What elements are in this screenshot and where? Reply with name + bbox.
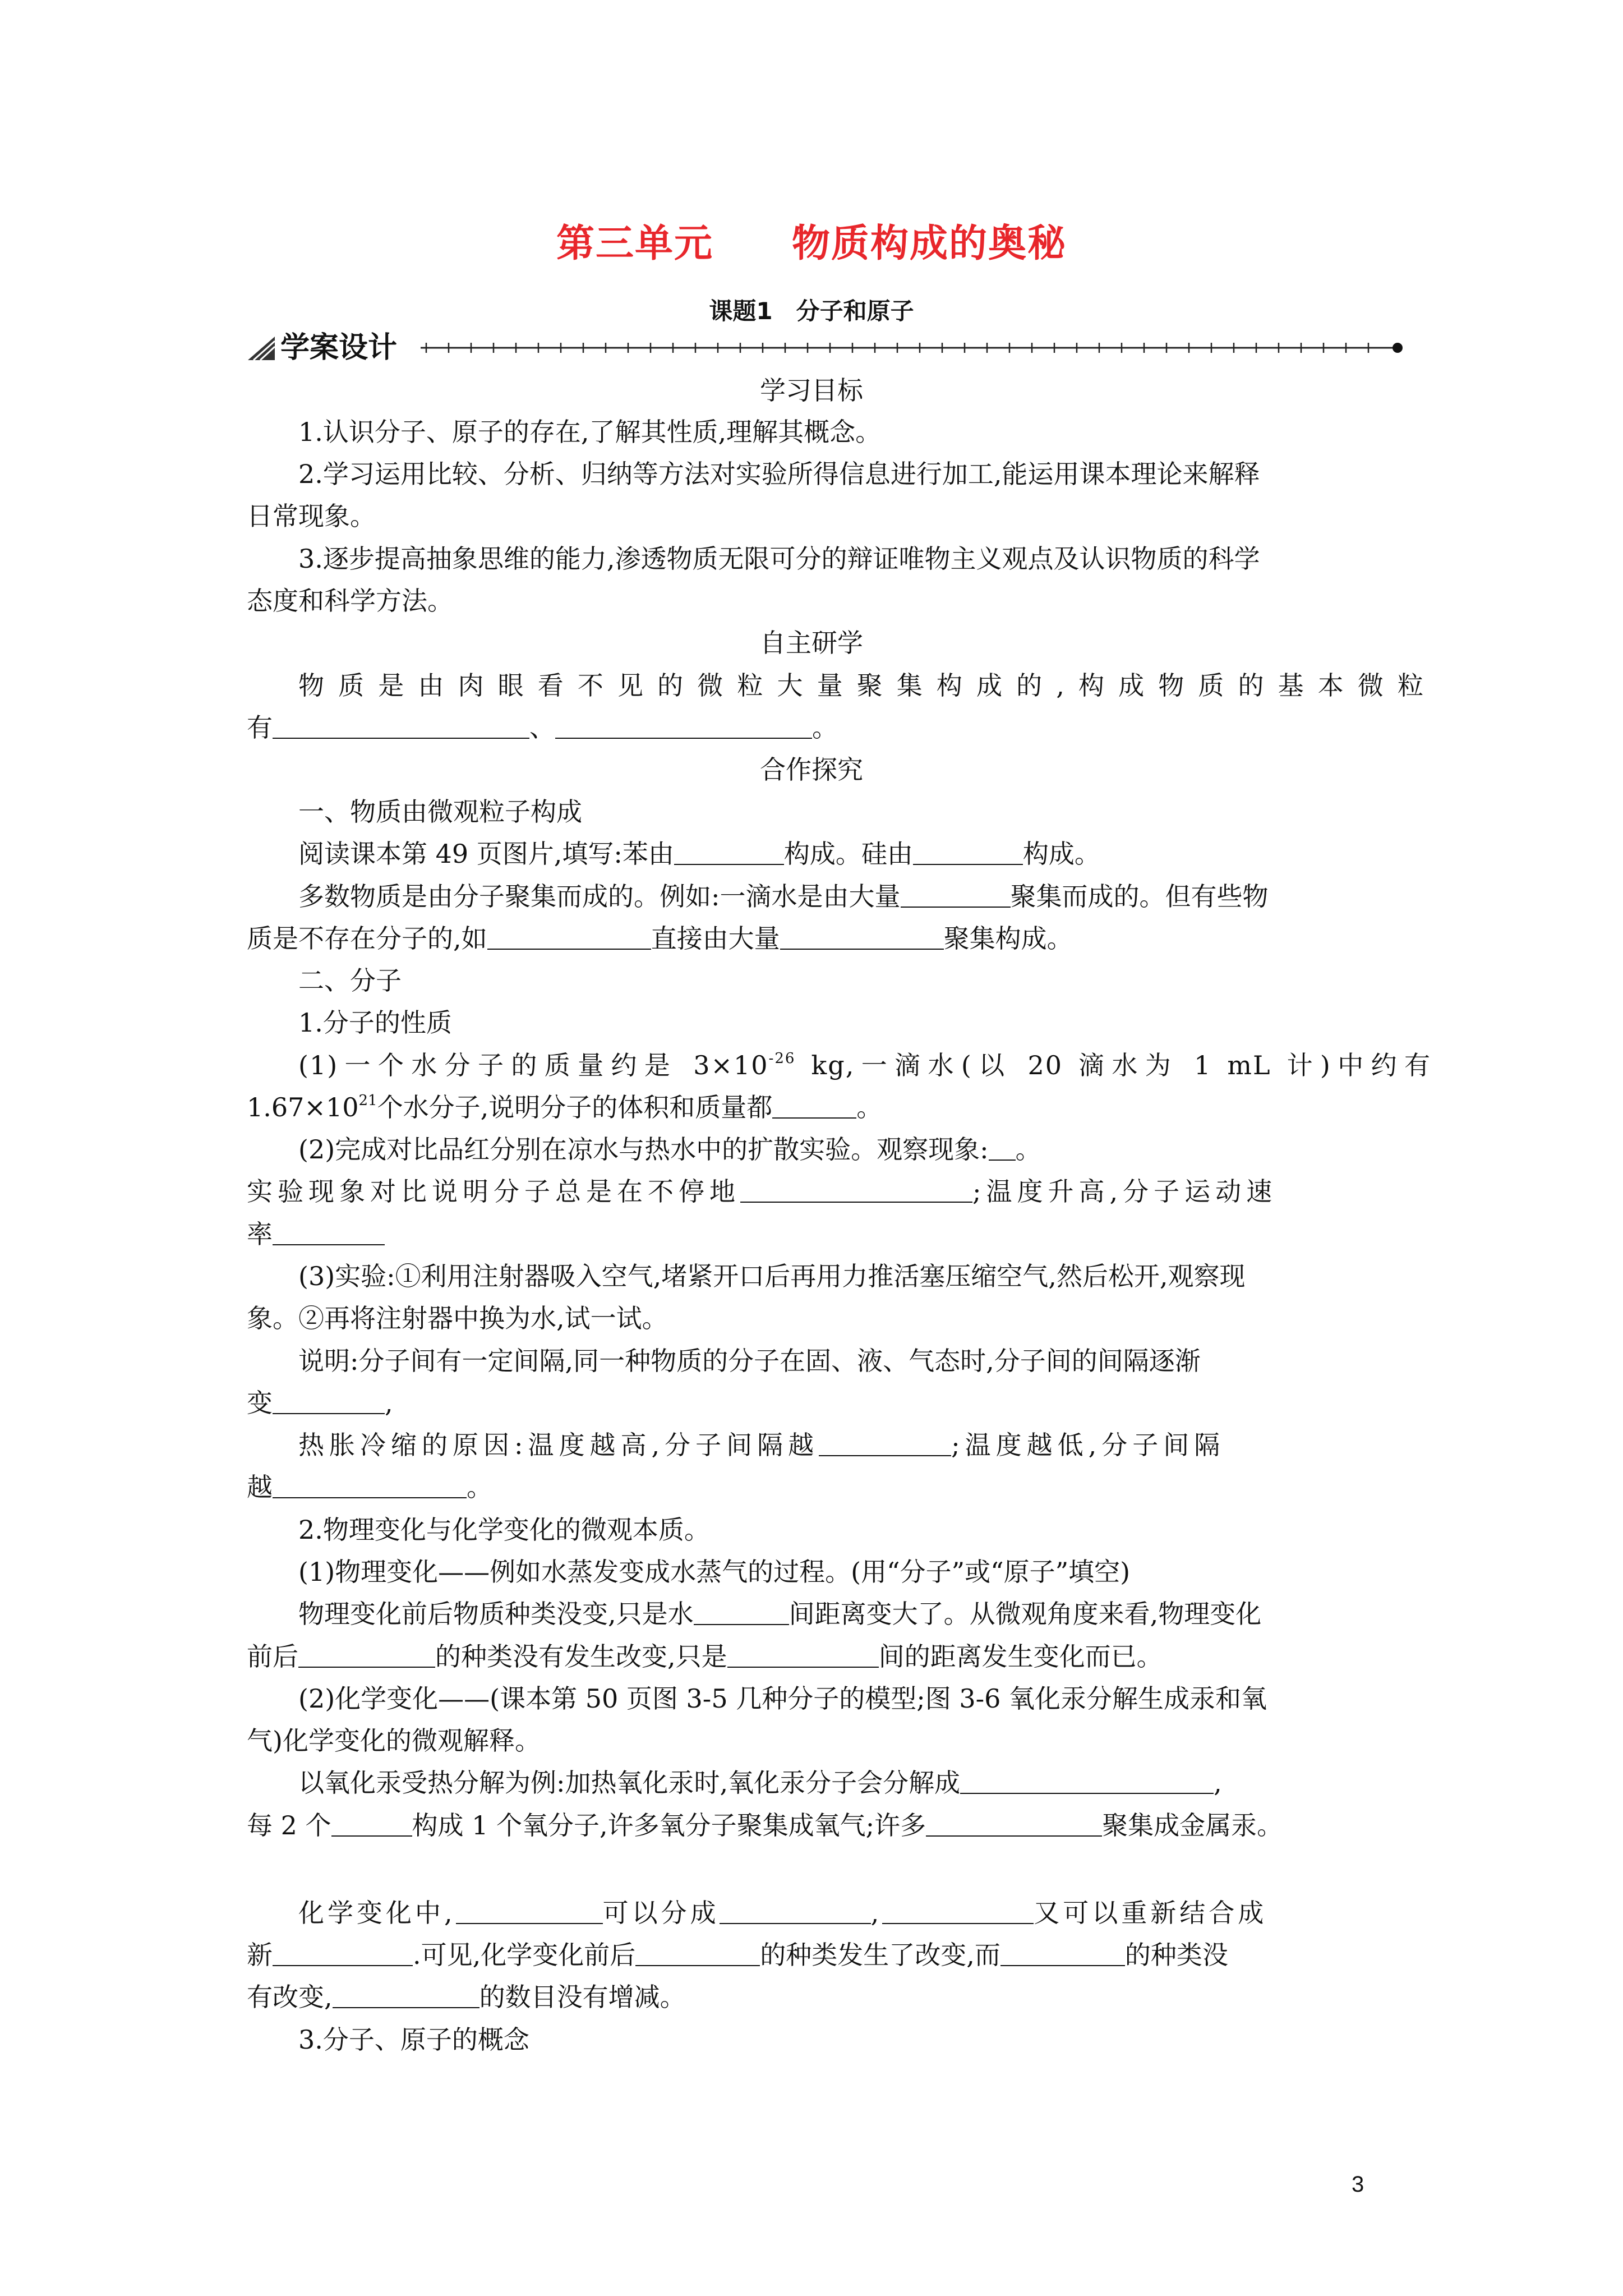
- banner-ruler-line: [421, 332, 1408, 364]
- text: ;温度越低,分子间隔: [951, 1430, 1225, 1460]
- thermal-line: [247, 1428, 1431, 1462]
- banner-triangle-icon: [246, 334, 277, 361]
- text: 的数目没有增减。: [479, 1982, 686, 2012]
- coop-heading: 合作探究: [760, 754, 863, 785]
- exponent: -26: [768, 1050, 796, 1067]
- text: 构成。: [1022, 839, 1100, 869]
- heading-molecule: 二、分子: [298, 965, 402, 996]
- physical-change-line1: (1)物理变化——例如水蒸发变成水蒸气的过程。(用“分子”或“原子”填空): [298, 1557, 1131, 1587]
- unit-title: 第三单元 物质构成的奥秘: [556, 222, 1067, 266]
- heading-concepts: 3.分子、原子的概念: [298, 2024, 529, 2055]
- mercury-oxide-line2: [247, 1809, 1380, 1842]
- text: 。: [1015, 1134, 1041, 1165]
- page-number: 3: [1352, 2172, 1364, 2197]
- text: 新: [247, 1940, 273, 1970]
- self-study-line2: [247, 711, 1380, 744]
- text: 质是不存在分子的,如: [247, 923, 487, 954]
- section-banner: [246, 332, 1405, 364]
- blank-lower-temp[interactable]: [273, 1473, 467, 1498]
- goal-1: 1.认识分子、原子的存在,了解其性质,理解其概念。: [298, 417, 882, 447]
- chemical-rule-line2: [247, 1938, 1380, 1972]
- text: 可以分成: [602, 1898, 720, 1928]
- mercury-oxide-line1: [247, 1766, 1431, 1800]
- physical-change-line2: [247, 1597, 1431, 1631]
- count-line: [247, 1091, 1380, 1124]
- text: ,: [1214, 1768, 1222, 1798]
- blank-split-into[interactable]: [720, 1898, 871, 1924]
- syringe-line1: (3)实验:①利用注射器吸入空气,堵紧开口后再用力推活塞压缩空气,然后松开,观察现: [298, 1261, 1246, 1291]
- physical-change-line3: [247, 1640, 1380, 1673]
- text: 聚集而成的。但有些物: [1010, 881, 1269, 912]
- chemical-rule-line1: [247, 1896, 1431, 1930]
- blank-distance[interactable]: [727, 1642, 879, 1668]
- blank-recombine[interactable]: [882, 1898, 1034, 1924]
- spacing-change-line: [247, 1386, 1380, 1420]
- text: 的种类发生了改变,而: [760, 1940, 1000, 1970]
- text: 有: [247, 712, 273, 743]
- heading-micro-particles: 一、物质由微观粒子构成: [298, 797, 582, 827]
- mass-line: [247, 1048, 1431, 1082]
- blank-observation[interactable]: [989, 1135, 1016, 1161]
- text: 。: [812, 712, 838, 743]
- heading-molecule-properties: 1.分子的性质: [298, 1007, 452, 1038]
- goal-3-line2: 态度和科学方法。: [247, 586, 453, 616]
- no-molecule-line: [247, 922, 1380, 955]
- text: kg,一滴水(以 20 滴水为 1 mL 计)中约有: [795, 1050, 1431, 1080]
- goals-heading: 学习目标: [760, 375, 863, 406]
- chemical-change-line2: 气)化学变化的微观解释。: [247, 1726, 541, 1756]
- text: 聚集构成。: [943, 923, 1073, 954]
- blank-particle[interactable]: [780, 924, 944, 950]
- text: 实验现象对比说明分子总是在不停地: [247, 1176, 740, 1207]
- text: 热胀冷缩的原因:温度越高,分子间隔越: [298, 1430, 819, 1460]
- thermal-line2: [247, 1470, 1380, 1504]
- text: .可见,化学变化前后: [413, 1940, 636, 1970]
- blank-higher-temp[interactable]: [819, 1430, 951, 1456]
- blank-new[interactable]: [273, 1940, 413, 1966]
- text: 1.67×10: [247, 1092, 359, 1122]
- text: ,: [385, 1388, 393, 1418]
- text: 、: [529, 712, 555, 743]
- blank-spacing-change[interactable]: [273, 1388, 385, 1414]
- goal-2-line2: 日常现象。: [247, 501, 376, 531]
- text: 。: [856, 1092, 883, 1122]
- syringe-line2: 象。②再将注射器中换为水,试一试。: [247, 1303, 668, 1333]
- text: 又可以重新结合成: [1034, 1898, 1267, 1928]
- lesson-subtitle: 课题1 分子和原子: [709, 297, 914, 325]
- text: 构成。硅由: [783, 839, 913, 869]
- text: 直接由大量: [651, 923, 780, 954]
- text: 间的距离发生变化而已。: [878, 1641, 1163, 1672]
- heading-change-essence: 2.物理变化与化学变化的微观本质。: [298, 1515, 710, 1545]
- blank-rate[interactable]: [273, 1220, 385, 1245]
- text: 变: [247, 1388, 273, 1418]
- exponent: 21: [358, 1092, 377, 1109]
- text: 有改变,: [247, 1982, 333, 2012]
- text: 每 2 个: [247, 1810, 331, 1841]
- blank-changed[interactable]: [635, 1940, 760, 1966]
- text: 聚集成金属汞。: [1102, 1810, 1283, 1841]
- motion-line: [247, 1175, 1380, 1208]
- rate-line: [247, 1217, 1380, 1251]
- text: 构成 1 个氧分子,许多氧分子聚集成氧气;许多: [412, 1810, 926, 1841]
- blank-particle-2[interactable]: [555, 713, 812, 739]
- text: 阅读课本第 49 页图片,填写:苯由: [298, 839, 674, 869]
- text: 越: [247, 1472, 273, 1502]
- blank-count[interactable]: [333, 1982, 479, 2008]
- blank-water-drop[interactable]: [901, 882, 1011, 908]
- text: 的种类没: [1124, 1940, 1228, 1970]
- text: 个水分子,说明分子的体积和质量都: [377, 1092, 773, 1122]
- blank-size[interactable]: [772, 1093, 856, 1119]
- chemical-change-line1: (2)化学变化——(课本第 50 页图 3-5 几种分子的模型;图 3-6 氧化汞分解生成汞和氧: [298, 1683, 1267, 1714]
- blank-decompose[interactable]: [960, 1768, 1214, 1794]
- blank-water-particle[interactable]: [694, 1599, 789, 1625]
- text: 间距离变大了。从微观角度来看,物理变化: [789, 1599, 1262, 1629]
- reading-line: [247, 837, 1431, 871]
- blank-motion[interactable]: [740, 1177, 972, 1203]
- text: 的种类没有发生改变,只是: [435, 1641, 727, 1672]
- text: (1)一个水分子的质量约是 3×10: [298, 1050, 769, 1080]
- text: 物理变化前后物质种类没变,只是水: [298, 1599, 694, 1629]
- text: 前后: [247, 1641, 298, 1672]
- text: 以氧化汞受热分解为例:加热氧化汞时,氧化汞分子会分解成: [298, 1768, 961, 1798]
- text: 。: [467, 1472, 492, 1502]
- blank-split-from[interactable]: [456, 1898, 603, 1924]
- banner-label: 学案设计: [280, 331, 398, 365]
- goal-3-line1: 3.逐步提高抽象思维的能力,渗透物质无限可分的辩证唯物主义观点及认识物质的科学: [298, 544, 1260, 574]
- text: 化学变化中,: [298, 1898, 456, 1928]
- text: 率: [247, 1219, 273, 1249]
- blank-benzene[interactable]: [674, 839, 784, 865]
- blank-oxygen[interactable]: [331, 1811, 412, 1837]
- water-drop-line: [247, 880, 1431, 913]
- goal-2-line1: 2.学习运用比较、分析、归纳等方法对实验所得信息进行加工,能运用课本理论来解释: [298, 459, 1260, 489]
- diffusion-line: [247, 1133, 1431, 1166]
- text: ;温度升高,分子运动速: [972, 1176, 1278, 1207]
- blank-example[interactable]: [487, 924, 651, 950]
- text: (2)完成对比品红分别在凉水与热水中的扩散实验。观察现象:: [298, 1134, 989, 1165]
- spacing-line: 说明:分子间有一定间隔,同一种物质的分子在固、液、气态时,分子间的间隔逐渐: [298, 1346, 1201, 1376]
- blank-silicon[interactable]: [913, 839, 1023, 865]
- text: 多数物质是由分子聚集而成的。例如:一滴水是由大量: [298, 881, 901, 912]
- blank-kind[interactable]: [298, 1642, 435, 1668]
- blank-unchanged[interactable]: [1000, 1940, 1125, 1966]
- blank-mercury[interactable]: [926, 1811, 1102, 1837]
- self-study-heading: 自主研学: [760, 628, 863, 658]
- self-study-line1: 物质是由肉眼看不见的微粒大量聚集构成的,构成物质的基本微粒: [298, 670, 1431, 701]
- blank-particle-1[interactable]: [273, 713, 529, 739]
- text: ,: [870, 1898, 883, 1928]
- chemical-rule-line3: [247, 1980, 1380, 2014]
